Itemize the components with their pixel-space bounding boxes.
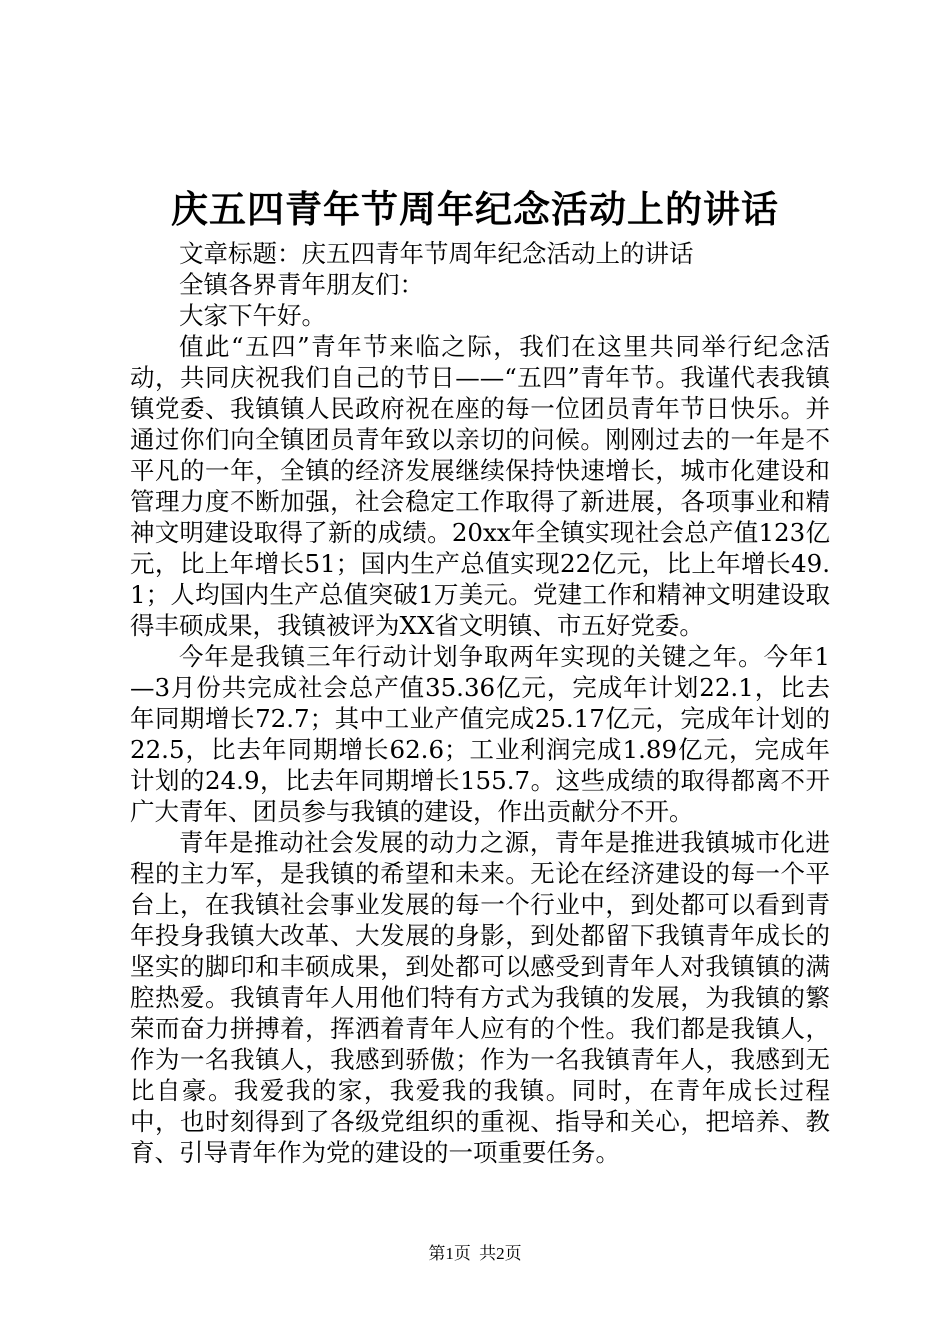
document-title: 庆五四青年节周年纪念活动上的讲话 xyxy=(171,187,779,231)
article-heading-line: 文章标题：庆五四青年节周年纪念活动上的讲话 xyxy=(179,239,694,268)
page-footer xyxy=(0,1242,950,1266)
body-paragraph: 今年是我镇三年行动计划争取两年实现的关键之年。今年1—3月份共完成社会总产值35.36亿元，完成年计划22.1，比去年同期增长72.7；其中工业产值完成25.17亿元，完成年计划的22.5，比去年同期增长62.6；工业利润完成1.89亿元，完成年计划的24.9，比去年同期增长155.7。这些成绩的取得都离不开广大青年、团员参与我镇的建设，作出贡献分不开。 xyxy=(130,642,830,826)
page-number: 第1页 xyxy=(428,1244,471,1263)
greeting: 大家下午好。 xyxy=(179,301,326,330)
salutation: 全镇各界青年朋友们： xyxy=(179,270,424,299)
body-paragraph: 青年是推动社会发展的动力之源，青年是推进我镇城市化进程的主力军，是我镇的希望和未来。无论在经济建设的每一个平台上，在我镇社会事业发展的每一个行业中，到处都可以看到青年投身我镇大改革、大发展的身影，到处都留下我镇青年成长的坚实的脚印和丰硕成果，到处都可以感受到青年人对我镇镇的满腔热爱。我镇青年人用他们特有方式为我镇的发展，为我镇的繁荣而奋力拼搏着，挥洒着青年人应有的个性。我们都是我镇人，作为一名我镇人，我感到骄傲；作为一名我镇青年人，我感到无比自豪。我爱我的家，我爱我的我镇。同时，在青年成长过程中，也时刻得到了各级党组织的重视、指导和关心，把培养、教育、引导青年作为党的建设的一项重要任务。 xyxy=(130,828,830,1167)
body-paragraph: 值此“五四”青年节来临之际，我们在这里共同举行纪念活动，共同庆祝我们自己的节日——“五四”青年节。我谨代表我镇镇党委、我镇镇人民政府祝在座的每一位团员青年节日快乐。并通过你们向全镇团员青年致以亲切的问候。刚刚过去的一年是不平凡的一年，全镇的经济发展继续保持快速增长，城市化建设和管理力度不断加强，社会稳定工作取得了新进展，各项事业和精神文明建设取得了新的成绩。20xx年全镇实现社会总产值123亿元，比上年增长51；国内生产总值实现22亿元，比上年增长49.1；人均国内生产总值突破1万美元。党建工作和精神文明建设取得丰硕成果，我镇被评为XX省文明镇、市五好党委。 xyxy=(130,332,830,640)
page-total: 共2页 xyxy=(479,1244,522,1263)
document-body xyxy=(130,238,830,1168)
